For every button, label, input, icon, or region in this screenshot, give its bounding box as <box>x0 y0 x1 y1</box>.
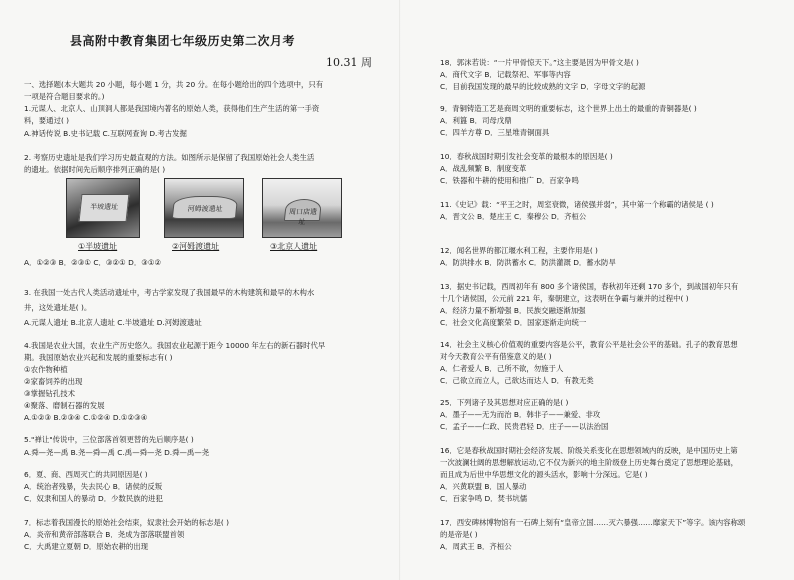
q25-options-line-1: A．墨子——无为而治 B．韩非子——兼爱、非攻 <box>440 410 601 419</box>
q4-item-1: ①农作物种植 <box>24 365 68 374</box>
q6-options-line-1: A．统治者残暴，失去民心 B．诸侯的反叛 <box>24 482 163 491</box>
q11-stem: 11.《史记》载：“平王之时，周室衰微，诸侯强并弱”，其中第一个称霸的诸侯是 ( ) <box>440 200 714 209</box>
q10-options-line-2: C．铁器和牛耕的使用和推广 D．百家争鸣 <box>440 176 579 185</box>
banpo-caption: ①半坡遗址 <box>78 242 118 251</box>
q10-stem: 10．春秋战国时期引发社会变革的最根本的原因是( ) <box>440 152 613 161</box>
q13-options-line-1: A．经济力量不断增强 B．民族交融逐渐加强 <box>440 306 586 315</box>
q11-options: A．晋文公 B．楚庄王 C．秦穆公 D．齐桓公 <box>440 212 587 221</box>
hemudu-stone-text: 河姆渡遗址 <box>186 205 223 214</box>
banpo-stone-text: 半坡遗址 <box>89 203 119 212</box>
instructions-line-1: 一、选择题(本大题共 20 小题，每小题 1 分，共 20 分。在每小题给出的四个选项中，只有 <box>24 80 324 89</box>
q9-stem: 9．青铜铸造工艺是商周文明的重要标志，这个世界上出土的最重的青铜器是( ) <box>440 104 697 113</box>
q3-options: A.元谋人遗址 B.北京人遗址 C.半坡遗址 D.河姆渡遗址 <box>24 318 202 327</box>
instructions-line-2: 一项是符合题目要求的。) <box>24 92 105 101</box>
q10-options-line-1: A．战乱频繁 B．制度变革 <box>440 164 527 173</box>
right-page <box>400 0 794 580</box>
banpo-site-photo <box>66 178 140 238</box>
q5-options: A.舜—尧—禹 B.尧—舜—禹 C.禹—舜—尧 D.舜—禹—尧 <box>24 448 210 457</box>
q17-stem-line-1: 17．西安碑林博物馆有一石碑上刻有“皇帝立国……灭六暴强……靡家天下”等字。该内容称颂 <box>440 518 746 527</box>
q16-options-line-1: A．兴黄联盟 B．国人暴动 <box>440 482 527 491</box>
q13-stem-line-1: 13．据史书记载，西周初年有 800 多个诸侯国，春秋初年还剩 170 多个，到战国初年只有 <box>440 282 739 291</box>
peking-stone-text: 周口店遗址 <box>288 207 318 226</box>
q16-stem-line-2: 一次波澜壮阔的思想解放运动,它不仅为新兴的地主阶级登上历史舞台奠定了思想理论基础， <box>440 458 738 467</box>
hemudu-caption: ②河姆渡遗址 <box>172 242 220 251</box>
peking-man-site-photo <box>262 178 342 238</box>
q16-options-line-2: C．百家争鸣 D．焚书坑儒 <box>440 494 528 503</box>
q18-stem: 18．郭沫若说：“一片甲骨惊天下。”这主要是因为甲骨文是( ) <box>440 58 639 67</box>
q9-options-line-2: C．四羊方尊 D．三星堆青铜面具 <box>440 128 550 137</box>
q2-options: A．①②③ B．②③① C．③②① D．③①② <box>24 258 162 267</box>
q4-stem-line-1: 4.我国是农业大国，农业生产历史悠久。我国农业起源于距今 10000 年左右的新石器时代早 <box>24 341 326 350</box>
q14-stem-line-1: 14．社会主义核心价值观的重要内容是公平，教育公平是社会公平的基础。孔子的教育思想 <box>440 340 738 349</box>
q12-options: A．防洪排水 B．防洪蓄水 C．防洪灌溉 D．蓄水防旱 <box>440 258 616 267</box>
q14-options-line-2: C．己欲立而立人，己欲达而达人 D．有教无类 <box>440 376 594 385</box>
q12-stem: 12．闻名世界的都江堰水利工程，主要作用是( ) <box>440 246 598 255</box>
q14-options-line-1: A．仁者爱人 B．己所不欲，勿施于人 <box>440 364 564 373</box>
q1-stem-line-1: 1.元谋人、北京人、山顶洞人都是我国境内著名的原始人类，获得他们生产生活的第一手资 <box>24 104 320 113</box>
q14-stem-line-2: 对今天教育公平有借鉴意义的是( ) <box>440 352 552 361</box>
q7-options-line-1: A．炎帝和黄帝部落联合 B．尧成为部落联盟首领 <box>24 530 185 539</box>
q5-stem: 5."禅让"传说中，三位部落首领更替的先后顺序是( ) <box>24 435 194 444</box>
q1-options: A.神话传说 B.史书记载 C.互联网查询 D.考古发掘 <box>24 129 187 138</box>
q17-options: A．周武王 B．齐桓公 <box>440 542 512 551</box>
q1-stem-line-2: 料，要通过( ) <box>24 116 70 125</box>
q18-options-line-1: A．商代文字 B．记载祭祀、军事等内容 <box>440 70 571 79</box>
q18-options-line-2: C．目前我国发现的最早的比较成熟的文字 D．字母文字的起源 <box>440 82 646 91</box>
q9-options-line-1: A．利簋 B．司母戊鼎 <box>440 116 512 125</box>
q4-stem-line-2: 期。我国原始农业兴起和发展的重要标志有( ) <box>24 353 173 362</box>
q6-stem: 6．夏、商、西周灭亡的共同原因是( ) <box>24 470 148 479</box>
q16-stem-line-1: 16．它是春秋战国时期社会经济发展、阶级关系变化在思想领域内的反映，是中国历史上第 <box>440 446 738 455</box>
q4-options: A.①②③ B.②③④ C.①②④ D.①②③④ <box>24 413 148 422</box>
q4-item-3: ③掌握钻孔技术 <box>24 389 75 398</box>
q3-stem-line-2: 井，这处遗址是( )。 <box>24 303 92 312</box>
q2-stem-line-2: 的遗址。依据时间先后顺序排列正确的是( ) <box>24 165 166 174</box>
q3-stem-line-1: 3. 在我国一处古代人类活动遗址中，考古学家发现了我国最早的木构建筑和最早的木构水 <box>24 288 315 297</box>
exam-title: 县高附中教育集团七年级历史第二次月考 <box>70 34 296 48</box>
exam-date: 10.31 周 <box>326 56 372 69</box>
q2-stem-line-1: 2. 考察历史遗址是我们学习历史最直观的方法。如图所示是保留了我国原始社会人类生活 <box>24 153 315 162</box>
q17-stem-line-2: 的是帝是( ) <box>440 530 478 539</box>
q13-stem-line-2: 十几个诸侯国，公元前 221 年，秦朝建立，这表明在争霸与兼并的过程中( ) <box>440 294 689 303</box>
q25-options-line-2: C．孟子——仁政、民贵君轻 D．庄子——以法治国 <box>440 422 609 431</box>
q4-item-4: ④聚落、磨制石器的发展 <box>24 401 105 410</box>
q13-options-line-2: C．社会文化高度繁荣 D．国家逐渐走向统一 <box>440 318 587 327</box>
hemudu-site-photo <box>164 178 244 238</box>
q7-stem: 7．标志着我国漫长的原始社会结束，奴隶社会开始的标志是( ) <box>24 518 229 527</box>
q6-options-line-2: C．奴隶和国人的暴动 D．少数民族的进犯 <box>24 494 163 503</box>
q4-item-2: ②家畜饲养的出现 <box>24 377 83 386</box>
q25-stem: 25．下列诸子及其思想对应正确的是( ) <box>440 398 569 407</box>
q7-options-line-2: C．大禹建立夏朝 D．原始农耕的出现 <box>24 542 149 551</box>
q16-stem-line-3: 而且成为后世中华思想文化的源头活水，影响十分深远。它是( ) <box>440 470 648 479</box>
peking-man-caption: ③北京人遗址 <box>270 242 318 251</box>
